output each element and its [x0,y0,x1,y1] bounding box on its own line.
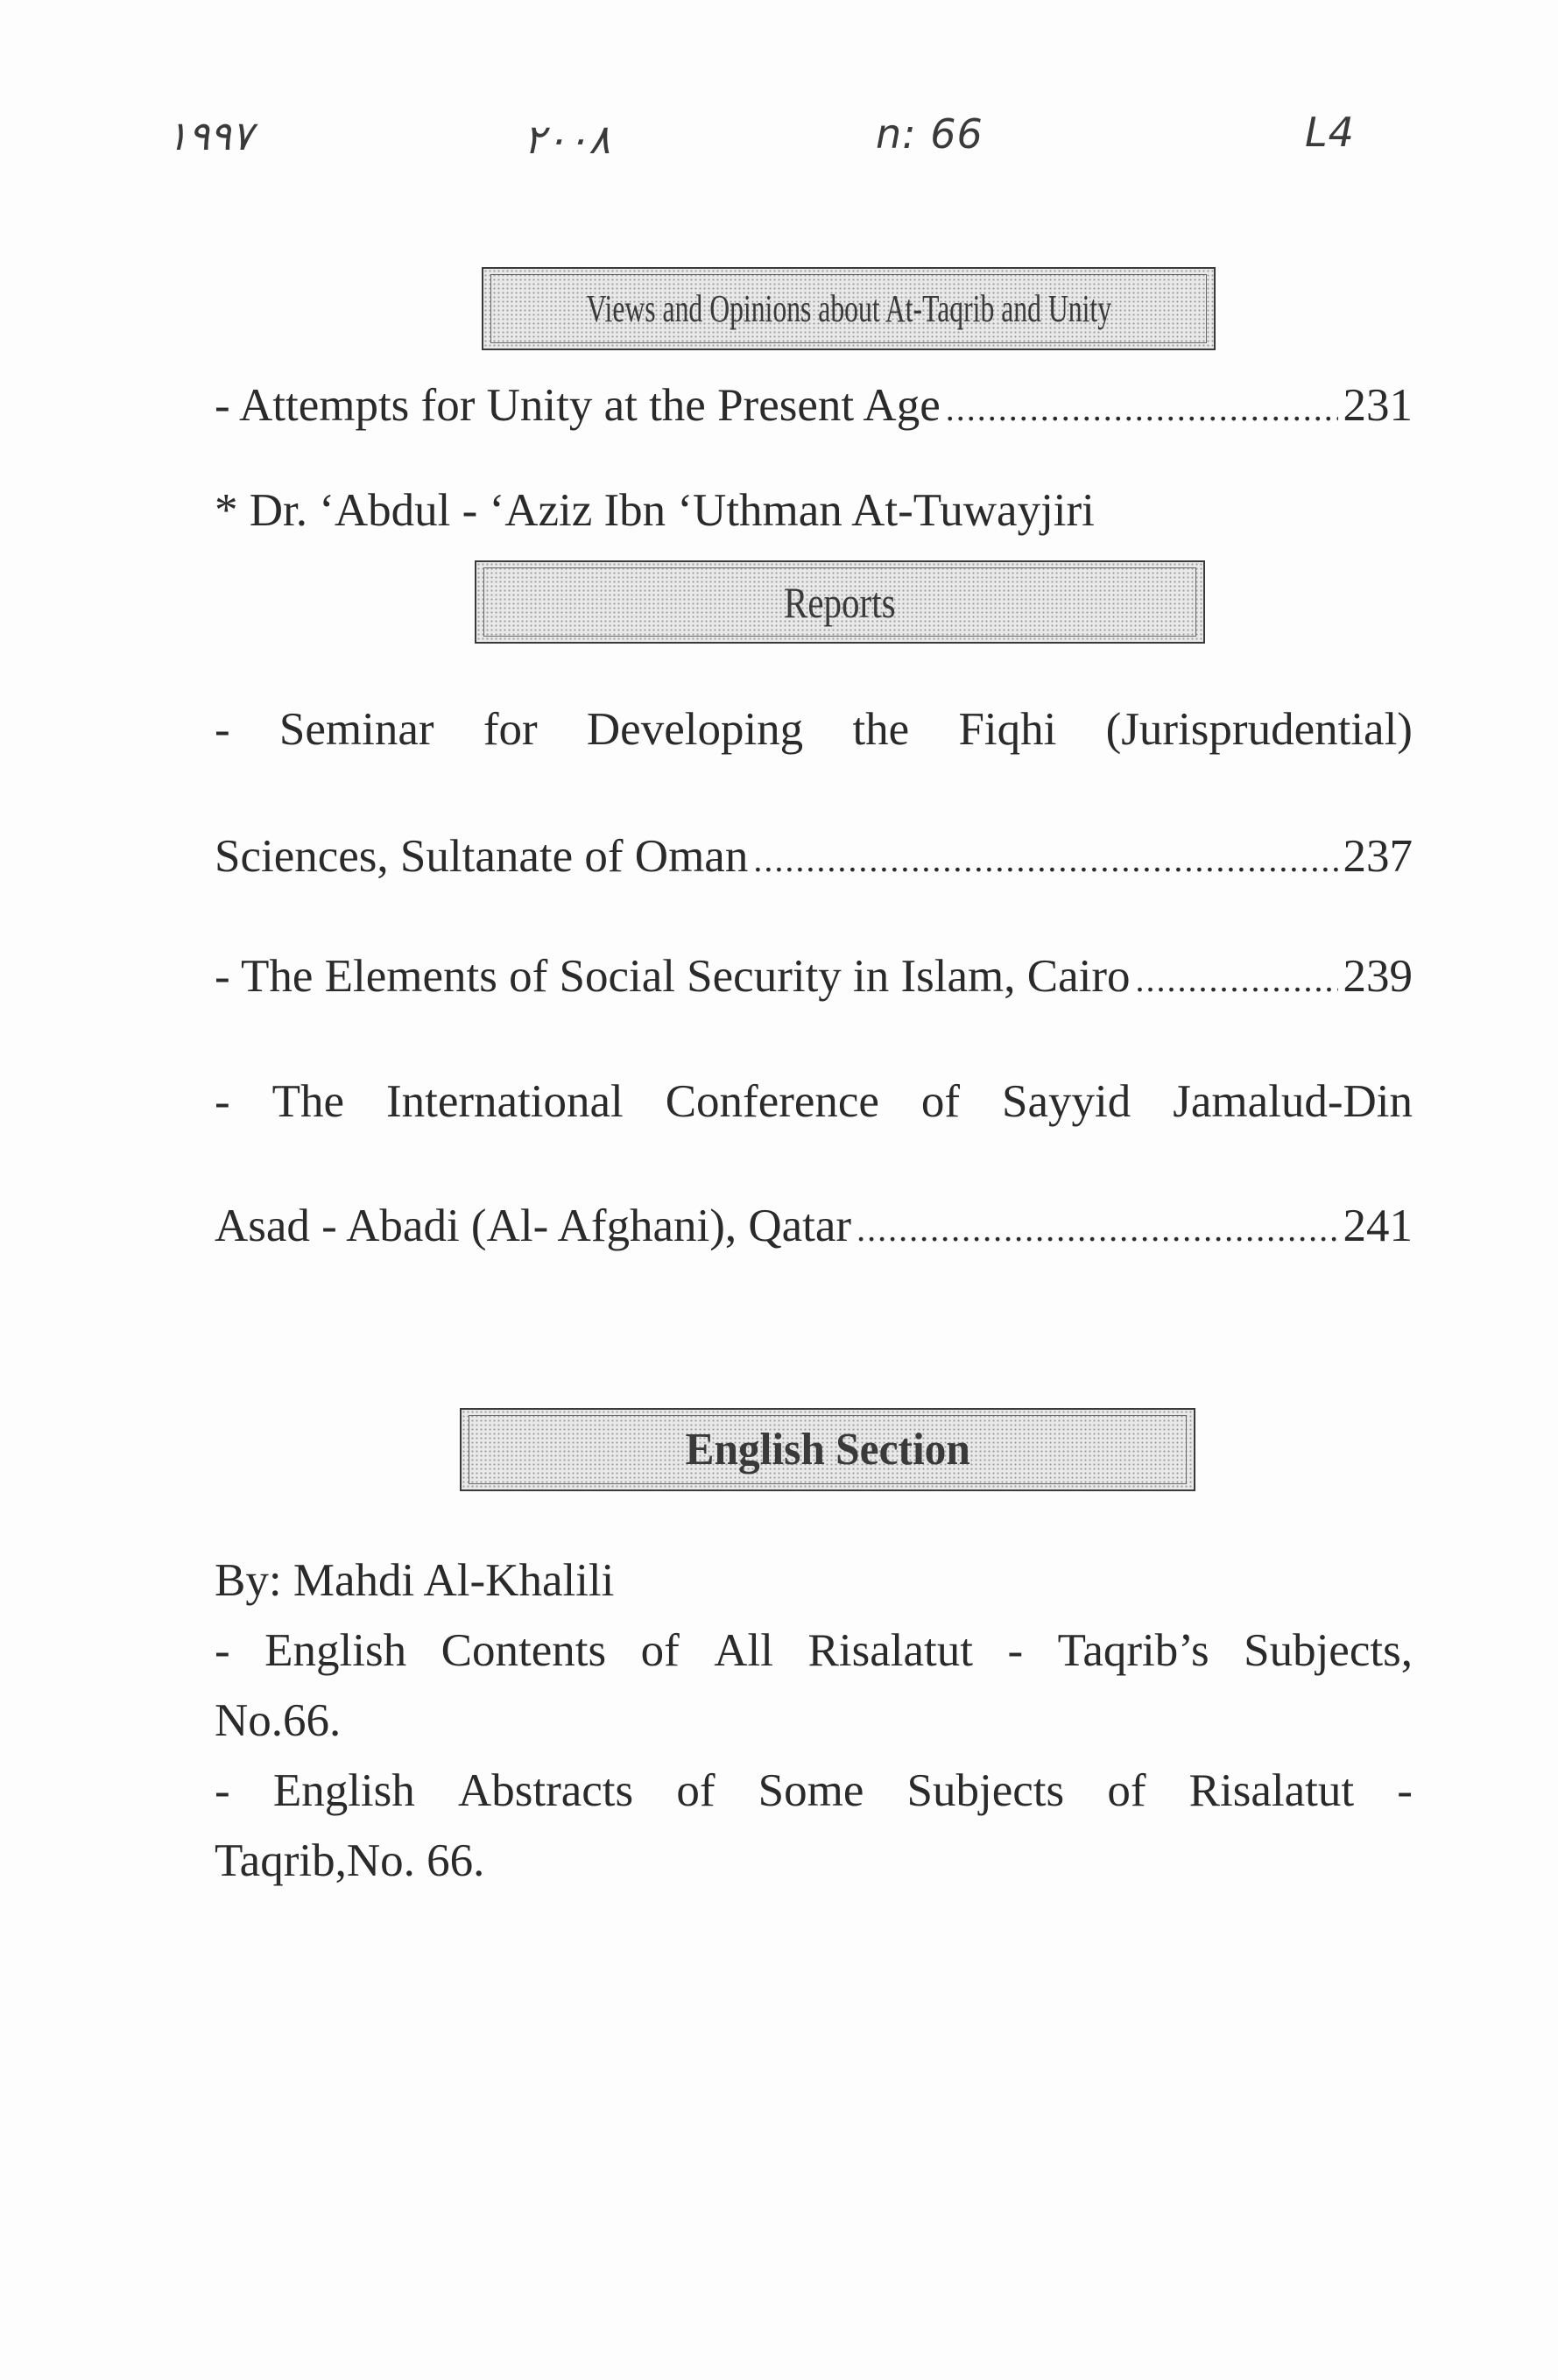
word: - [1007,1625,1024,1676]
word: Contents [441,1625,607,1676]
handwritten-mark: ۲۰۰۸ [524,116,610,163]
word: - [215,1765,230,1816]
section-title: Reports [784,577,896,627]
dot-leader [753,834,1337,886]
section-title: Views and Opinions about At-Taqrib and Unity [586,287,1111,330]
author-line: * Dr. ‘Abdul - ‘Aziz Ibn ‘Uthman At-Tuwayjiri [215,485,1095,536]
handwritten-mark: L4 [1305,109,1355,156]
byline: By: Mahdi Al-Khalili [215,1555,615,1606]
section-header-views [482,267,1216,350]
toc-page-number: 231 [1343,380,1413,431]
toc-entry-title: - Attempts for Unity at the Present Age [215,380,941,431]
report-conference-line-2 [215,1200,1413,1256]
word: Seminar [278,704,434,755]
word: of [920,1076,961,1127]
toc-page-number: 239 [1343,951,1413,1002]
handwritten-mark: ۱۹۹۷ [166,112,253,159]
word: The [271,1076,345,1127]
english-contents-line-1 [215,1624,1413,1677]
word: All [714,1625,774,1676]
section-header-reports [475,560,1205,644]
toc-page-number: 237 [1343,831,1413,882]
word: Taqrib’s [1057,1625,1209,1676]
word: of [1107,1765,1146,1816]
word: Sayyid [1002,1076,1131,1127]
english-contents-line-2: No.66. [215,1695,342,1746]
word: (Jurisprudential) [1105,704,1413,755]
dot-leader [857,1203,1337,1256]
toc-entry-attempts-unity [215,379,1413,435]
section-header-english [460,1408,1195,1491]
word: - [215,1076,230,1127]
dot-leader [946,383,1338,435]
word: - [215,1625,230,1676]
word: Subjects, [1244,1625,1413,1676]
word: Abstracts [457,1765,634,1816]
word: of [640,1625,680,1676]
word: English [272,1765,415,1816]
word: International [385,1076,624,1127]
word: Subjects [906,1765,1065,1816]
english-abstracts-line-1 [215,1764,1413,1817]
word: for [483,704,538,755]
word: Conference [665,1076,879,1127]
toc-entry-title: Asad - Abadi (Al- Afghani), Qatar [215,1201,852,1251]
handwritten-mark: n: 66 [876,110,983,158]
word: - [1397,1765,1413,1816]
report-social-security [215,950,1413,1006]
toc-entry-title: Sciences, Sultanate of Oman [215,831,749,882]
word: Risalatut [807,1625,973,1676]
word: the [852,704,910,755]
word: of [676,1765,716,1816]
report-seminar-line-2 [215,830,1413,886]
word: English [264,1625,407,1676]
toc-entry-title: - The Elements of Social Security in Islam, Cairo [215,951,1131,1002]
word: Jamalud-Din [1173,1076,1413,1127]
word: Some [758,1765,864,1816]
word: Fiqhi [958,704,1057,755]
word: - [215,704,230,755]
toc-page-number: 241 [1343,1201,1413,1251]
section-title: English Section [685,1425,970,1475]
dot-leader [1136,954,1338,1006]
word: Developing [586,704,804,755]
english-abstracts-line-2: Taqrib,No. 66. [215,1835,485,1886]
report-seminar-line-1 [215,703,1413,756]
report-conference-line-1 [215,1075,1413,1128]
word: Risalatut [1188,1765,1355,1816]
